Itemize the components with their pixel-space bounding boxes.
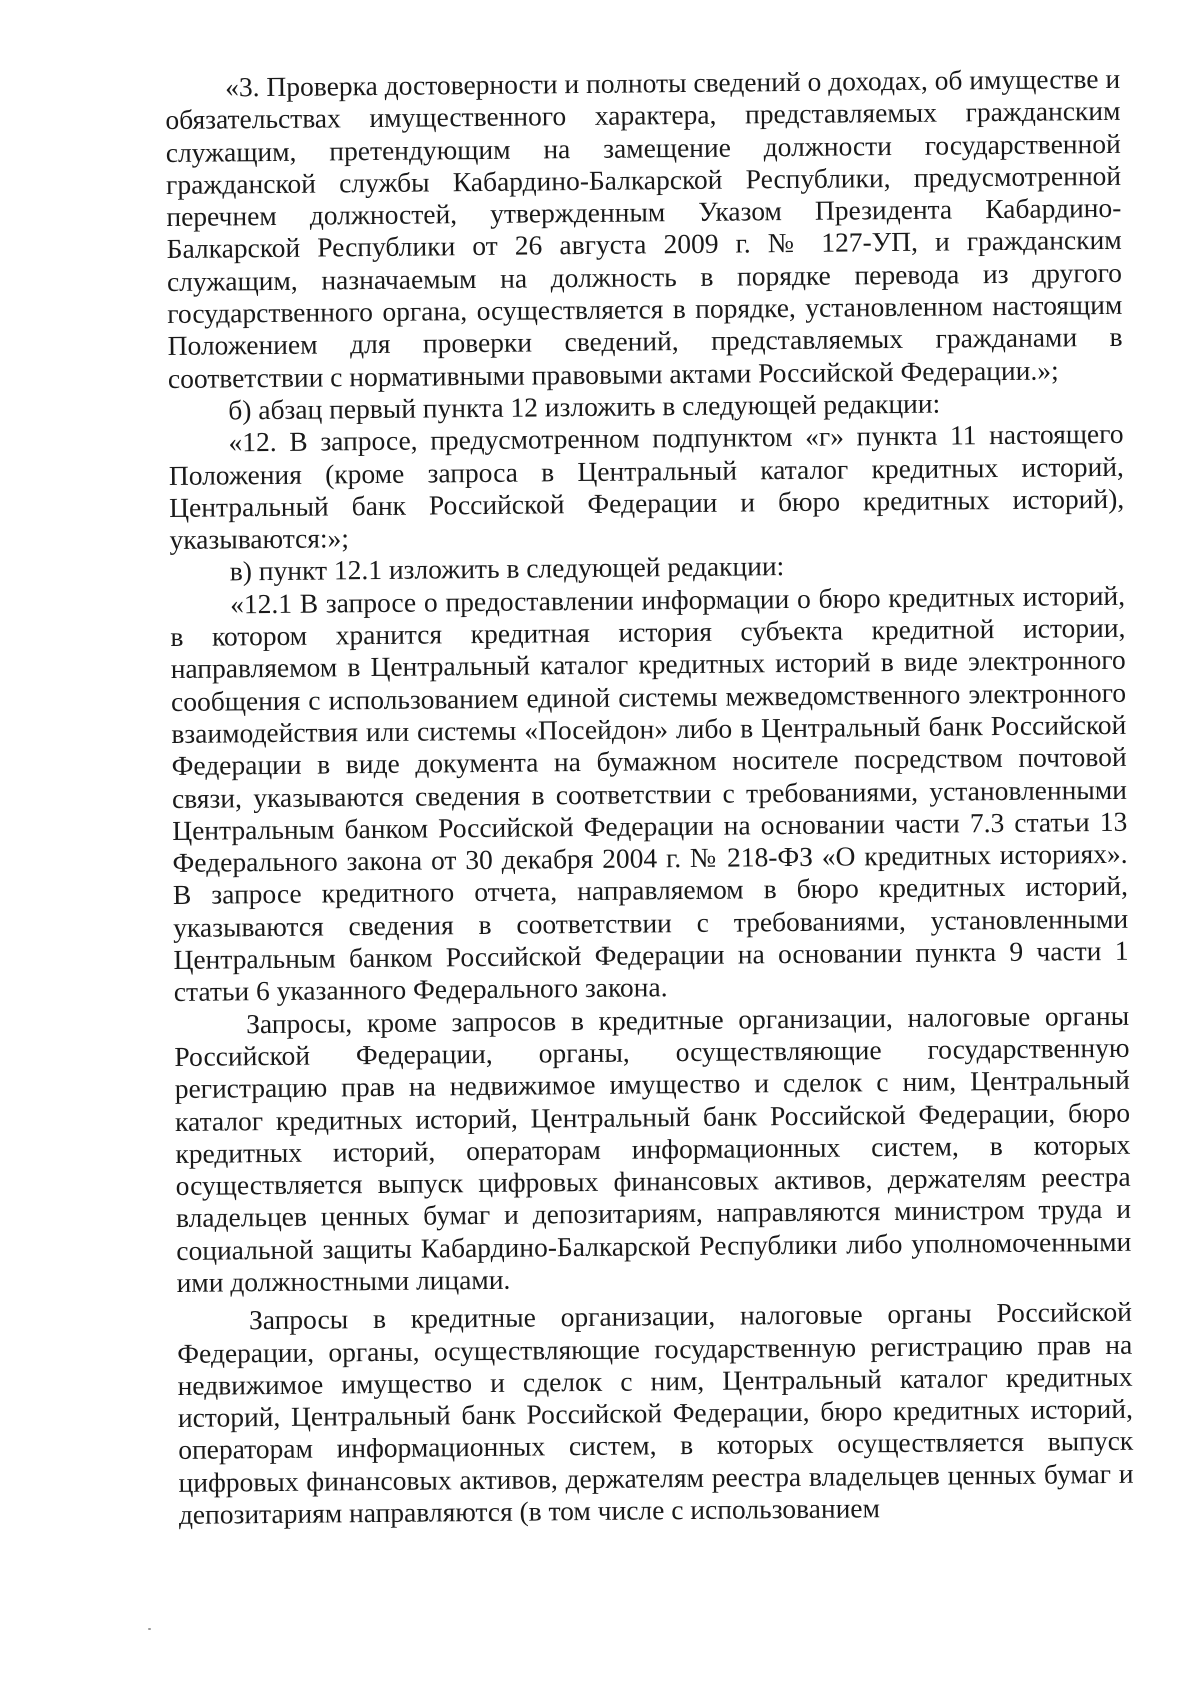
paragraph-amendment-b: б) абзац первый пункта 12 изложить в следующей редакции: [228, 387, 941, 426]
paragraph-requests-except: Запросы, кроме запросов в кредитные организации, налоговые органы Российской Федерации, органы, осуществляющие государственную регистрацию прав на недвижимое имущество и сделок с ним, Центральный каталог кредитных историй, Центральный банк Российской Федерации, бюро кредитных историй, операторам информационных систем, в которых осуществляется выпуск цифровых финансовых активов, держателям реестра владельцев ценных бумаг и депозитариям, направляются министром труда и социальной защиты Кабардино-Балкарской Республики либо уполномоченными ими должностными лицами. [174, 999, 1132, 1298]
document-body [165, 63, 1134, 1531]
paragraph-clause-12: «12. В запросе, предусмотренном подпунктом «г» пункта 11 настоящего Положения (кроме запроса в Центральный каталог кредитных историй, Центральный банк Российской Федерации и бюро кредитных историй), указываются:»; [168, 418, 1125, 556]
paragraph-requests-to-organizations: Запросы в кредитные организации, налоговые органы Российской Федерации, органы, осуществляющие государственную регистрацию прав на недвижимое имущество и сделок с ним, Центральный каталог кредитных историй, Центральный банк Российской Федерации, бюро кредитных историй, операторам информационных систем, в которых осуществляется выпуск цифровых финансовых активов, держателям реестра владельцев ценных бумаг и депозитариям направляются (в том числе с использованием [177, 1296, 1134, 1530]
paragraph-clause-12-1: «12.1 В запросе о предоставлении информации о бюро кредитных историй, в котором хранится кредитная история субъекта кредитной истории, направляемом в Центральный каталог кредитных историй в виде электронного сообщения с использованием единой системы межведомственного электронного взаимодействия или системы «Посейдон» либо в Центральный банк Российской Федерации в виде документа на бумажном носителе посредством почтовой связи, указываются сведения в соответствии с требованиями, установленными Центральным банком Российской Федерации на основании части 7.3 статьи 13 Федерального закона от 30 декабря 2004 г. № 218-ФЗ «О кредитных историях». В запросе кредитного отчета, направляемом в бюро кредитных историй, указываются сведения в соответствии с требованиями, установленными Центральным банком Российской Федерации на основании пункта 9 части 1 статьи 6 указанного Федерального закона. [170, 579, 1129, 1008]
paragraph-verification-clause-3: «3. Проверка достоверности и полноты сведений о доходах, об имуществе и обязательствах имущественного характера, представляемых гражданским служащим, претендующим на замещение должности государственной гражданской службы Кабардино-Балкарской Республики, предусмотренной перечнем должностей, утвержденным Указом Президента Кабардино-Балкарской Республики от 26 августа 2009 г. № 127-УП, и гражданским служащим, назначаемым на должность в порядке перевода из другого государственного органа, осуществляется в порядке, установленном настоящим Положением для проверки сведений, представляемых гражданами в соответствии с нормативными правовыми актами Российской Федерации.»; [165, 62, 1123, 394]
scan-speck [148, 1628, 151, 1630]
paragraph-amendment-v: в) пункт 12.1 изложить в следующей редакции: [229, 550, 785, 587]
